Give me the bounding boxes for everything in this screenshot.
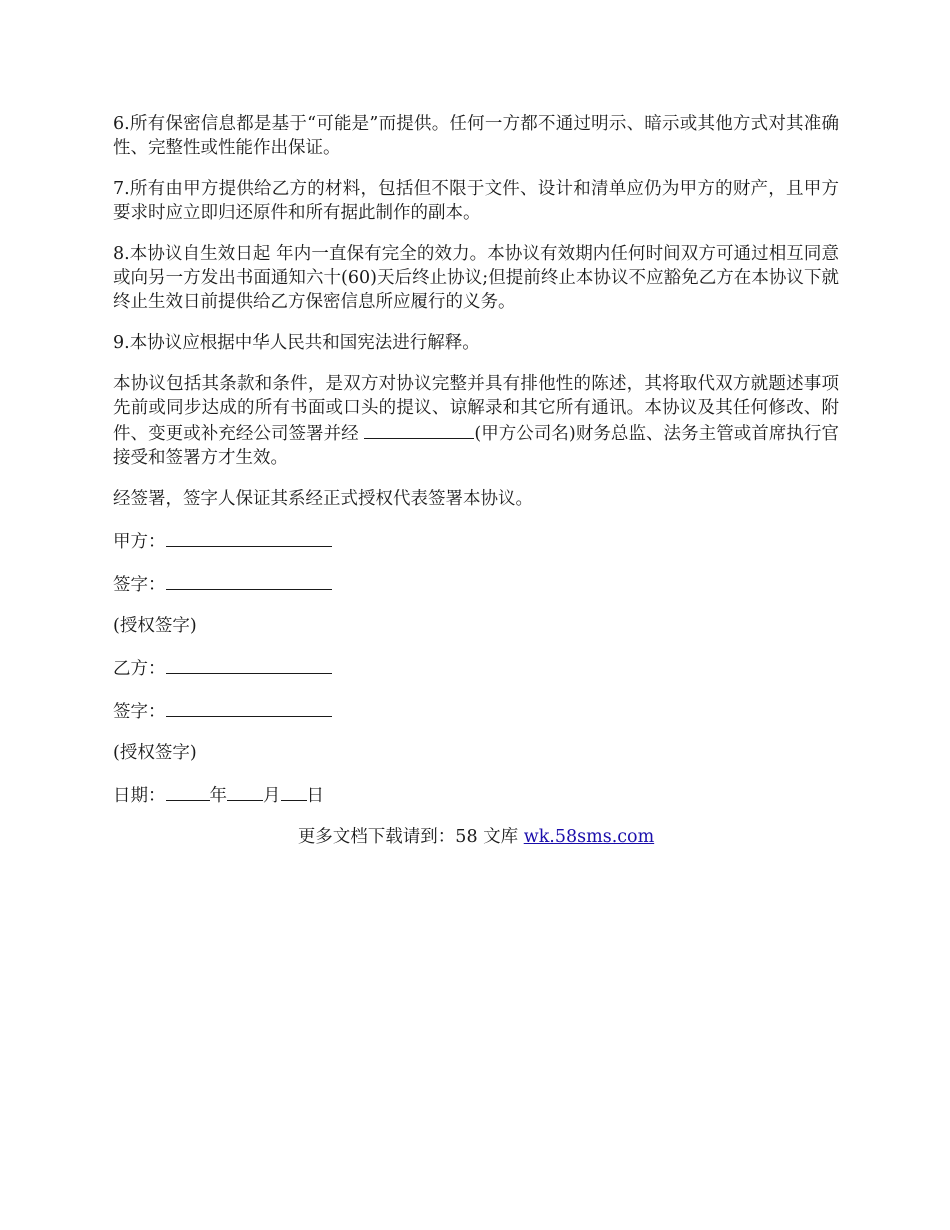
signing-statement: 经签署，签字人保证其系经正式授权代表签署本协议。 [113,489,533,509]
signature-b-blank [166,698,332,717]
party-b-label: 乙方： [113,659,166,679]
year-blank [166,782,210,801]
footer [113,825,839,849]
date-label: 日期： [113,786,166,806]
clause-6: 6.所有保密信息都是基于“可能是”而提供。任何一方都不通过明示、暗示或其他方式对其准确性、完整性或性能作出保证。 [113,114,839,158]
company-name-blank [364,420,474,439]
day-label: 日 [306,786,324,806]
party-a-label: 甲方： [113,532,166,552]
clause-7: 7.所有由甲方提供给乙方的材料，包括但不限于文件、设计和清单应仍为甲方的财产，且甲方要求时应立即归还原件和所有据此制作的副本。 [113,179,839,223]
year-label: 年 [209,786,227,806]
signature-a-label: 签字： [113,575,166,595]
footer-text: 更多文档下载请到：58 文库 [297,827,524,847]
entire-agreement-text-2: (甲方公司名)财务总监、法务主管或首席执行官接受和签署方才生效。 [113,424,840,468]
day-blank [281,782,307,801]
document-page [113,112,839,849]
party-a-blank [166,528,332,547]
month-label: 月 [263,786,281,806]
entire-agreement-clause [113,372,839,470]
entire-agreement-text-1: 本协议包括其条款和条件，是双方对协议完整并具有排他性的陈述，其将取代双方就题述事项先前或同步达成的所有书面或口头的提议、谅解录和其它所有通讯。本协议及其任何修改、附件、变更或补充经公司签署并经 [113,374,839,444]
party-b-blank [166,655,332,674]
signature-a-blank [166,571,332,590]
party-a-line [113,528,839,554]
signature-b-label: 签字： [113,702,166,722]
authorized-signature-b: (授权签字) [113,743,197,763]
authorized-signature-a: (授权签字) [113,616,197,636]
clause-9: 9.本协议应根据中华人民共和国宪法进行解释。 [113,333,480,353]
clause-8: 8.本协议自生效日起 年内一直保有完全的效力。本协议有效期内任何时间双方可通过相互同意或向另一方发出书面通知六十(60)天后终止协议;但提前终止本协议不应豁免乙方在本协议下就终止生效日前提供给乙方保密信息所应履行的义务。 [113,244,839,312]
signature-a-line [113,571,839,597]
party-b-line [113,655,839,681]
date-line [113,782,839,808]
footer-link[interactable]: wk.58sms.com [523,827,655,847]
signature-b-line [113,698,839,724]
month-blank [227,782,263,801]
